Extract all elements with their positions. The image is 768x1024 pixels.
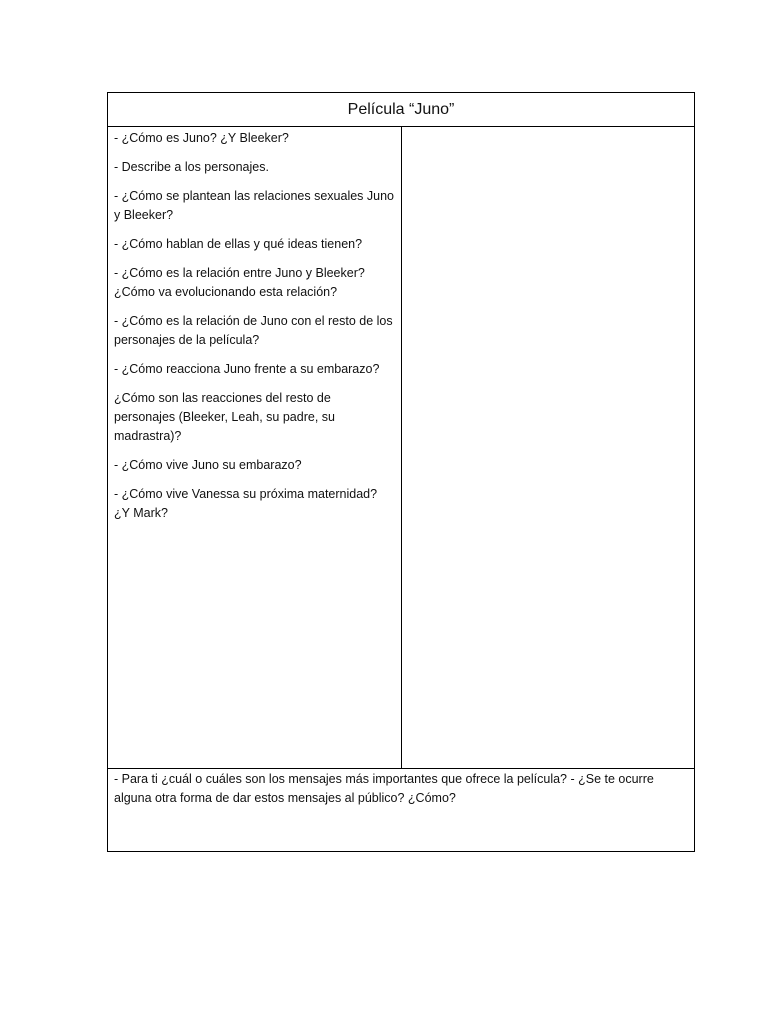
answer-area xyxy=(401,127,695,769)
questions-row xyxy=(108,127,695,769)
question-item: - ¿Cómo es Juno? ¿Y Bleeker? xyxy=(114,131,289,145)
question-item: - ¿Cómo es la relación de Juno con el resto de los personajes de la película? xyxy=(114,314,393,347)
question-item: - ¿Cómo se plantean las relaciones sexuales Juno y Bleeker? xyxy=(114,189,395,222)
question-item: - ¿Cómo reacciona Juno frente a su embarazo? xyxy=(114,362,380,376)
question-item: - ¿Cómo hablan de ellas y qué ideas tienen? xyxy=(114,237,363,251)
question-item: - ¿Cómo vive Vanessa su próxima maternidad? ¿Y Mark? xyxy=(114,487,378,520)
question-item: - ¿Cómo es la relación entre Juno y Bleeker? ¿Cómo va evolucionando esta relación? xyxy=(114,266,365,299)
worksheet-title: Película “Juno” xyxy=(108,93,695,127)
title-row xyxy=(108,93,695,127)
questions-cell xyxy=(108,127,402,769)
question-item: ¿Cómo son las reacciones del resto de personajes (Bleeker, Leah, su padre, su madrastra)? xyxy=(114,391,335,443)
worksheet-table xyxy=(107,92,695,852)
question-item: - Describe a los personajes. xyxy=(114,160,269,174)
final-question: - Para ti ¿cuál o cuáles son los mensajes más importantes que ofrece la película? - ¿Se te ocurre alguna otra forma de dar estos mensajes al público? ¿Cómo? xyxy=(108,769,695,852)
final-row xyxy=(108,769,695,852)
question-item: - ¿Cómo vive Juno su embarazo? xyxy=(114,458,302,472)
